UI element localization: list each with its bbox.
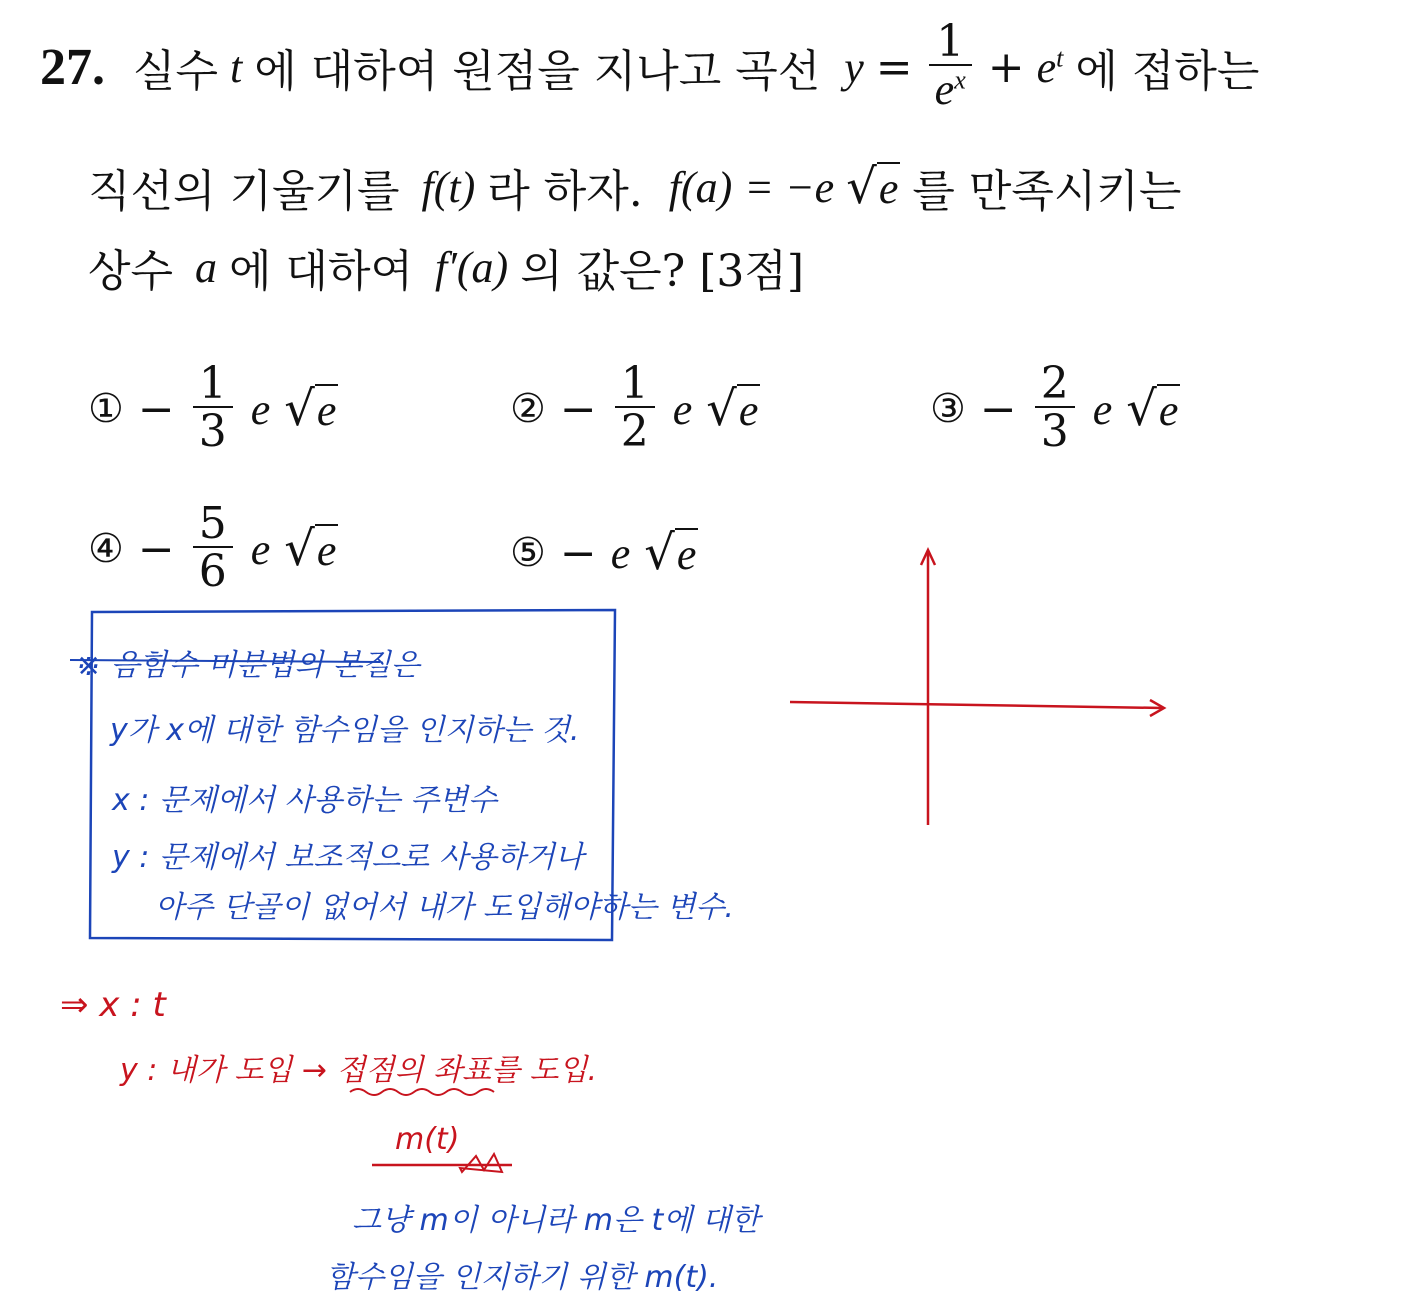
note-blue-line-4: y : 문제에서 보조적으로 사용하거나 (112, 840, 584, 875)
problem-text: 의 값은? [3점] (520, 246, 805, 297)
note-red-line-2: y : 내가 도입 → 접점의 좌표를 도입. (120, 1053, 598, 1088)
choice-radicand: e (738, 386, 759, 436)
exp-base: e (1036, 42, 1057, 92)
note-blue-line-7: 함수임을 인지하기 위한 m(t). (326, 1260, 719, 1295)
den-base: e (934, 65, 955, 114)
choice-num: 1 (198, 358, 227, 409)
function-fprime-a: f′(a) (435, 242, 509, 292)
choice-radicand: e (316, 526, 337, 576)
choice-e: e (610, 528, 631, 578)
choice-sign: − (559, 383, 597, 435)
choice-sign: − (979, 383, 1017, 435)
choice-e: e (250, 524, 271, 574)
choice-num: 5 (198, 498, 227, 549)
choice-sqrt: √e (1126, 381, 1179, 438)
choice-sign: − (137, 383, 175, 435)
choice-mark: ① (88, 386, 124, 433)
variable-t: t (230, 42, 243, 92)
note-blue-line-3: x : 문제에서 사용하는 주변수 (112, 783, 497, 818)
problem-text: 직선의 기울기를 (88, 166, 400, 217)
problem-text: 상수 (88, 246, 174, 297)
note-blue-line-1: ※ 음함수 미분법의 본질은 (76, 648, 420, 683)
choice-mark: ⑤ (510, 530, 546, 576)
problem-text: 에 접하는 (1075, 46, 1260, 98)
choice-den: 2 (615, 406, 655, 456)
equation-plus: + (987, 41, 1025, 93)
note-red-line-3: m(t) (395, 1122, 460, 1157)
x-axis (790, 702, 1163, 708)
choice-num: 2 (1040, 358, 1069, 409)
function-fa: f(a) (668, 162, 733, 212)
problem-text: 를 만족시키는 (912, 166, 1182, 217)
equation-y: y (844, 42, 864, 92)
choice-e: e (1092, 384, 1113, 434)
choice-den: 6 (193, 546, 233, 596)
scribble-mark (460, 1154, 502, 1172)
choice-mark: ③ (930, 386, 966, 433)
problem-text: 에 대하여 (229, 246, 414, 297)
function-ft: f(t) (421, 162, 476, 212)
note-blue-line-5: 아주 단골이 없어서 내가 도입해야하는 변수. (155, 890, 734, 925)
choice-radicand: e (1158, 386, 1179, 436)
problem-text: 라 하자. (487, 166, 643, 217)
variable-a: a (195, 242, 218, 292)
choice-den: 3 (1035, 406, 1075, 456)
choice-radicand: e (676, 530, 697, 579)
problem-text: 실수 (133, 46, 219, 98)
exp-exponent: t (1056, 43, 1064, 73)
note-red-line-1: ⇒ x : t (60, 985, 166, 1025)
choice-sign: − (137, 523, 175, 575)
choice-sqrt: √e (706, 381, 759, 438)
problem-text: 에 대하여 원점을 지나고 곡선 (254, 46, 821, 98)
choice-mark: ② (510, 386, 546, 433)
choice-sign: − (559, 527, 597, 579)
choice-e: e (672, 384, 693, 434)
equation-equals: = (875, 41, 913, 93)
sqrt-radicand: e (878, 164, 899, 213)
choice-radicand: e (316, 386, 337, 436)
condition-value: = −e (744, 162, 835, 212)
choice-mark: ④ (88, 526, 124, 573)
fraction-numerator: 1 (936, 16, 965, 67)
sqrt-e: √e (846, 159, 899, 215)
choice-num: 1 (620, 358, 649, 409)
problem-number: 27. (40, 38, 105, 96)
choice-sqrt: √e (284, 521, 337, 578)
choice-sqrt: √e (644, 525, 697, 581)
note-blue-line-6: 그냥 m이 아니라 m은 t에 대한 (352, 1203, 760, 1238)
choice-den: 3 (193, 406, 233, 456)
den-exponent: x (954, 65, 966, 95)
note-blue-line-2: y가 x에 대한 함수임을 인지하는 것. (110, 713, 580, 748)
choice-e: e (250, 384, 271, 434)
choice-sqrt: √e (284, 381, 337, 438)
wavy-underline (350, 1089, 494, 1095)
